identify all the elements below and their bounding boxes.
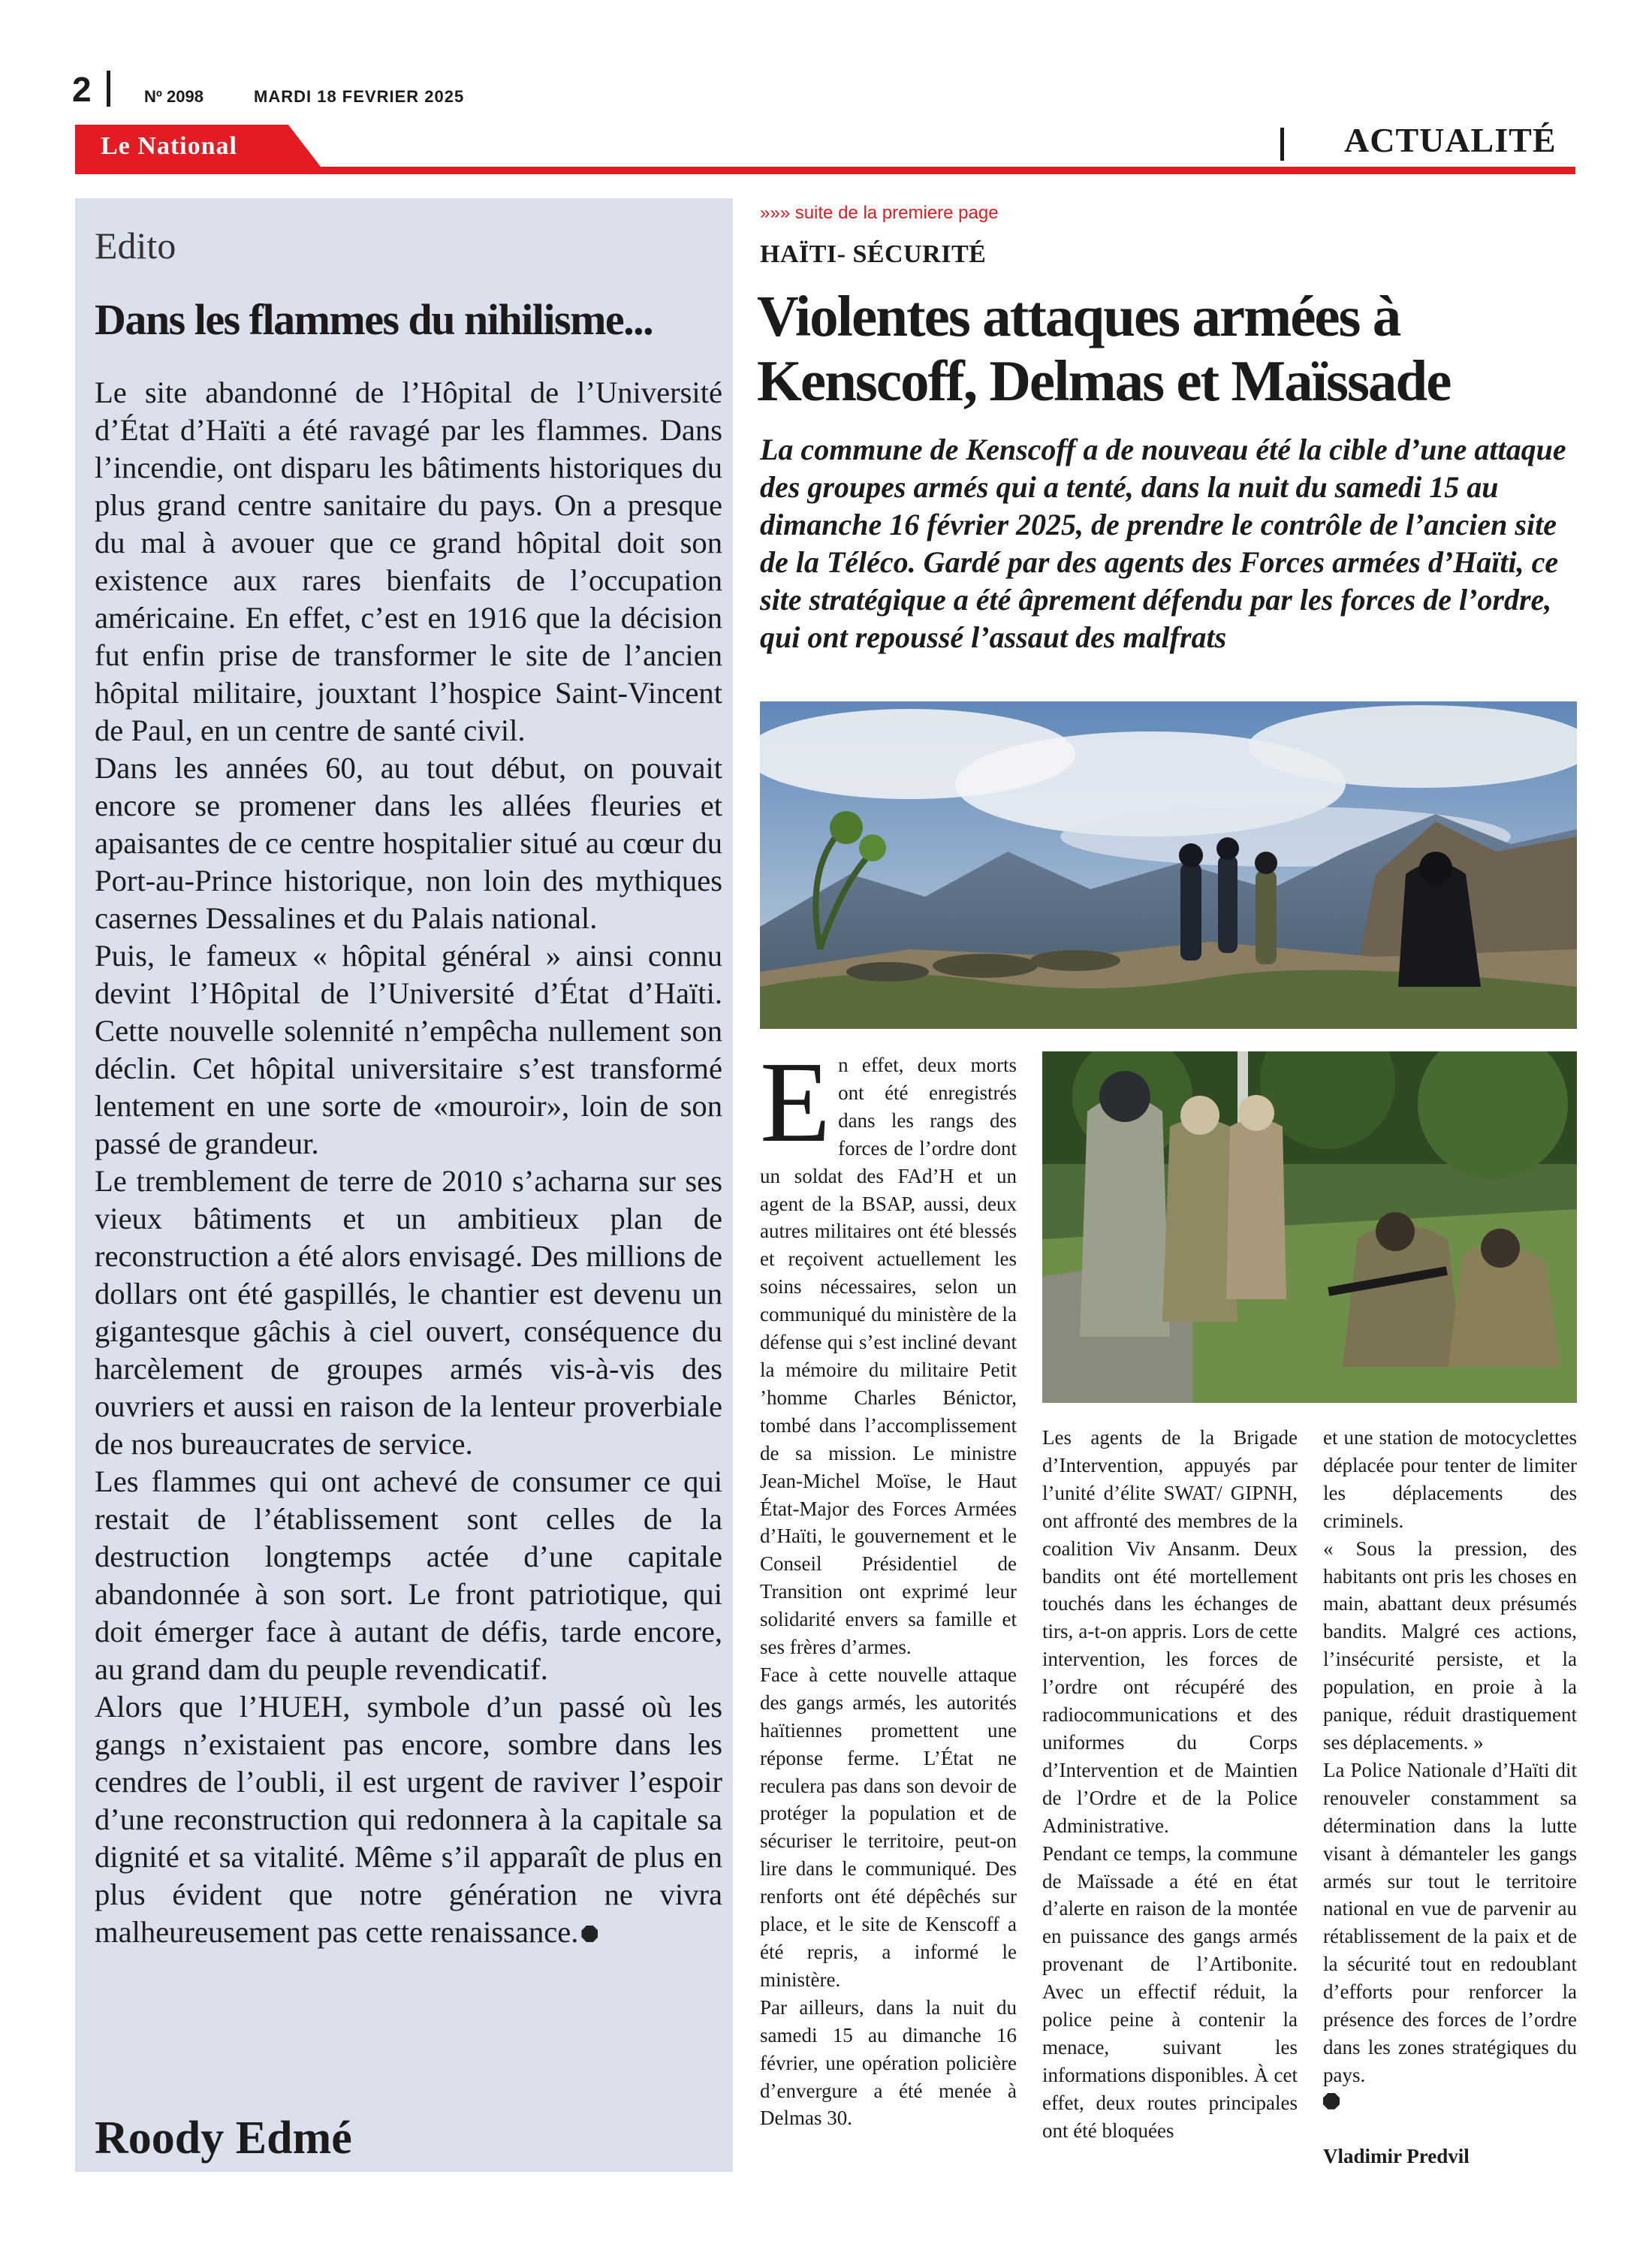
article-paragraph (760, 1039, 1017, 1661)
article-headline: Violentes attaques armées à Kenscoff, Delmas et Maïssade (757, 284, 1451, 413)
photo-soldiers-forest (1042, 1051, 1577, 1403)
section-title: ACTUALITÉ (1344, 121, 1557, 159)
end-mark (1323, 2089, 1577, 2117)
end-mark-icon (1323, 2093, 1340, 2110)
edito-paragraph: Puis, le fameux « hôpital général » ainsi connu devint l’Hôpital de l’Université d’État d’Haïti. Cette nouvelle solennité n’empêcha nullement son déclin. Cet hôpital universitaire s’est transformé lentement en une sorte de «mouroir», loin de son passé de grandeur. (95, 939, 722, 1160)
article-column-2 (1042, 1424, 1298, 2145)
article-paragraph: Pendant ce temps, la commune de Maïssade a été en état d’alerte en raison de la montée en puissance des gangs armés provenant de l’Artibonite. Avec un effectif réduit, la police peine à contenir la menace, suivant les informations disponibles. À cet effet, deux routes principales ont été bloquées (1042, 1841, 1298, 2142)
edito-paragraph-text: Alors que l’HUEH, symbole d’un passé où les gangs n’existaient pas encore, sombre dans les cendres de l’oubli, il est urgent de raviver l’espoir d’une reconstruction qui redonnera à la capitale sa dignité et sa vitalité. Même s’il apparaît de plus en plus évident que notre génération ne vivra malheureusement pas cette renaissance. (95, 1690, 722, 1949)
issue-date: MARDI 18 FEVRIER 2025 (254, 87, 465, 106)
edito-paragraph: Dans les années 60, au tout début, on pouvait encore se promener dans les allées fleuries et apaisantes de ce centre hospitalier situé au cœur du Port-au-Prince historique, non loin des mythiques casernes Dessalines et du Palais national. (95, 751, 722, 935)
article-paragraph-text: n effet, deux morts ont été enregistrés dans les rangs des forces de l’ordre dont un soldat des FAd’H et un agent de la BSAP, aussi, deux autres militaires ont été blessés et reçoivent actuellement les soins nécessaires, selon un communiqué du ministère de la défense qui s’est incliné devant la mémoire du militaire Petit ’homme Charles Bénictor, tombé dans l’accomplissement de sa mission. Le ministre Jean-Michel Moïse, le Haut État-Major des Forces Armées d’Haïti, le gouvernement et le Conseil Présidentiel de Transition ont exprimé leur solidarité envers sa famille et ses frères d’armes. (760, 1054, 1017, 1659)
article-column-3 (1323, 1424, 1577, 2170)
article-paragraph: et une station de motocyclettes déplacée pour tenter de limiter les déplacements des criminels. (1323, 1426, 1577, 1532)
edito-paragraph: Le tremblement de terre de 2010 s’acharna sur ses vieux bâtiments et un ambitieux plan de reconstruction a été alors envisagé. Des millions de dollars ont été gaspillés, le chantier est devenu un gigantesque gâchis à ciel ouvert, conséquence du harcèlement de groupes armés vis-à-vis des ouvriers et aussi en raison de la lenteur proverbiale de nos bureaucrates de service. (95, 1164, 722, 1461)
header-divider (107, 71, 110, 107)
end-mark-icon (581, 1926, 598, 1942)
edito-paragraph: Le site abandonné de l’Hôpital de l’Université d’État d’Haïti a été ravagé par les flammes. Dans l’incendie, ont disparu les bâtiments historiques du plus grand centre sanitaire du pays. On a presque du mal à avouer que ce grand hôpital doit son existence aux rares bienfaits de l’occupation américaine. En effet, c’est en 1916 que la décision fut enfin prise de transformer le site de l’ancien hôpital militaire, jouxtant l’hospice Saint-Vincent de Paul, en un centre de santé civil. (95, 376, 722, 747)
brand-logo: Le National (101, 132, 237, 160)
edito-paragraph: Les flammes qui ont achevé de consumer ce qui restait de l’établissement sont celles de la destruction longtemps actée d’une capitale abandonnée à son sort. Le front patriotique, qui doit émerger face à autant de défis, tarde encore, au grand dam du peuple revendicatif. (95, 1464, 722, 1686)
edito-body (95, 374, 722, 1951)
issue-number: Nº 2098 (144, 87, 203, 106)
header-rule (75, 167, 1575, 174)
edito-paragraph-last (95, 1688, 722, 1951)
edito-author: Roody Edmé (95, 2113, 352, 2164)
continued-note: »»» suite de la premiere page (760, 203, 999, 223)
edito-title: Dans les flammes du nihilisme... (95, 295, 653, 344)
article-paragraph: Les agents de la Brigade d’Intervention, appuyés par l’unité d’élite SWAT/ GIPNH, ont affronté des membres de la coalition Viv Ansanm. Deux bandits ont été mortellement touchés dans les échanges de tirs, a-t-on appris. Lors de cette intervention, les forces de l’ordre ont récupéré des radiocommunications et des uniformes du Corps d’Intervention et de Maintien de l’Ordre et de la Police Administrative. (1042, 1426, 1298, 1837)
page-number: 2 (72, 70, 92, 109)
edito-label: Edito (95, 225, 176, 267)
article-column-1 (760, 1039, 1017, 2132)
article-paragraph: Face à cette nouvelle attaque des gangs armés, les autorités haïtiennes promettent une réponse ferme. L’État ne reculera pas dans son devoir de protéger la population et de sécuriser le territoire, peut-on lire dans le communiqué. Des renforts ont été dépêchés sur place, et le site de Kenscoff a été repris, a informé le ministère. (760, 1663, 1017, 1991)
article-byline: Vladimir Predvil (1323, 2144, 1470, 2167)
article-paragraph: Par ailleurs, dans la nuit du samedi 15 au dimanche 16 février, une opération policière d’envergure a été menée à Delmas 30. (760, 1995, 1017, 2130)
section-divider (1280, 128, 1284, 161)
photo-soldiers-mountain (760, 701, 1577, 1029)
article-paragraph: La Police Nationale d’Haïti dit renouveler constamment sa détermination dans la lutte visant à démanteler les gangs armés sur tout le territoire national en vue de parvenir au rétablissement de la paix et de la sécurité tout en redoublant d’efforts pour renforcer la présence des forces de l’ordre dans les zones stratégiques du pays. (1323, 1758, 1577, 2086)
drop-cap: E (760, 1039, 831, 1166)
article-lead: La commune de Kenscoff a de nouveau été la cible d’une attaque des groupes armés qui a tenté, dans la nuit du samedi 15 au dimanche 16 février 2025, de prendre le contrôle de l’ancien site de la Téléco. Gardé par des agents des Forces armées d’Haïti, ce site stratégique a été âprement défendu par les forces de l’ordre, qui ont repoussé l’assaut des malfrats (760, 433, 1566, 654)
article-kicker: HAÏTI- SÉCURITÉ (760, 240, 987, 268)
article-paragraph: « Sous la pression, des habitants ont pris les choses en main, abattant deux présumés bandits. Malgré ces actions, l’insécurité persiste, et la population, en proie à la panique, réduit drastiquement ses déplacements. » (1323, 1537, 1577, 1754)
